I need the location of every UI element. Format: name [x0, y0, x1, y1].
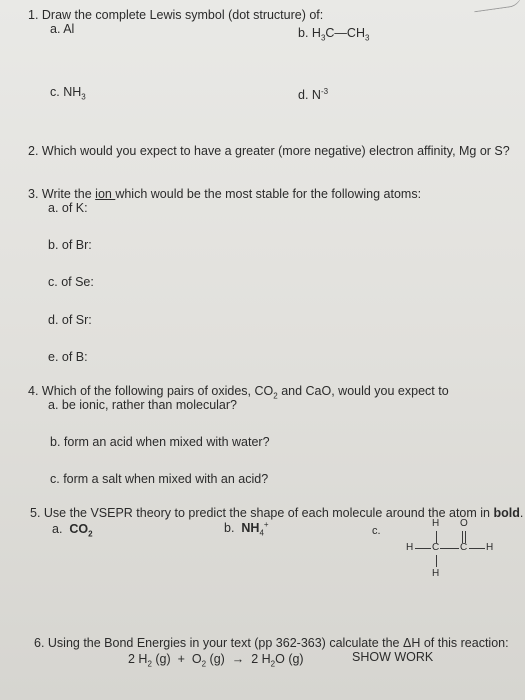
struct-h-left: H	[406, 542, 414, 553]
question-5b: b. $NH_4^+$	[224, 519, 269, 538]
question-5a: a. $CO_2$	[52, 522, 93, 539]
question-5: 5. Use the VSEPR theory to predict the shape of each molecule around the atom in bold.	[30, 506, 524, 520]
struct-c2: C	[460, 542, 468, 553]
question-4c: c. form a salt when mixed with an acid?	[50, 472, 269, 486]
question-6: 6. Using the Bond Energies in your text (pp 362-363) calculate the ΔH of this reaction:	[34, 636, 509, 650]
struct-h-bottom: H	[432, 568, 440, 579]
question-3b: b. of Br:	[48, 238, 92, 252]
question-1c: c. $NH_3$	[50, 85, 86, 102]
show-work-label: SHOW WORK	[352, 650, 434, 664]
question-4: 4. Which of the following pairs of oxides, $CO_2$ and CaO, would you expect to	[28, 384, 449, 401]
struct-bond	[469, 548, 485, 549]
question-3a: a. of K:	[48, 201, 88, 215]
acetic-acid-structure	[398, 518, 508, 588]
question-1b: b. $H_3C—CH_3$	[298, 26, 370, 43]
question-4a: a. be ionic, rather than molecular?	[48, 398, 237, 412]
struct-h-right: H	[486, 542, 494, 553]
question-1a: a. Al	[50, 22, 75, 36]
struct-bond	[415, 548, 431, 549]
corner-pen-mark	[472, 0, 524, 12]
question-4b: b. form an acid when mixed with water?	[50, 435, 270, 449]
struct-o-top: O	[460, 518, 468, 529]
question-3e: e. of B:	[48, 350, 88, 364]
struct-h-top: H	[432, 518, 440, 529]
question-2: 2. Which would you expect to have a greater (more negative) electron affinity, Mg or S?	[28, 144, 510, 158]
struct-bond	[436, 555, 437, 567]
question-1: 1. Draw the complete Lewis symbol (dot structure) of:	[28, 8, 324, 22]
question-1d: d. $N^{-3}$	[298, 86, 329, 102]
question-6-equation: 2 $H_2$ $(g) + O_2$ (g) → 2 $H_2O$ (g)	[128, 652, 304, 669]
question-3: 3. Write the ion which would be the most stable for the following atoms:	[28, 187, 422, 201]
question-3c: c. of Se:	[48, 275, 94, 289]
question-5c-label: c.	[372, 525, 381, 537]
struct-bond	[440, 548, 459, 549]
question-3d: d. of Sr:	[48, 313, 92, 327]
struct-c1: C	[432, 542, 440, 553]
